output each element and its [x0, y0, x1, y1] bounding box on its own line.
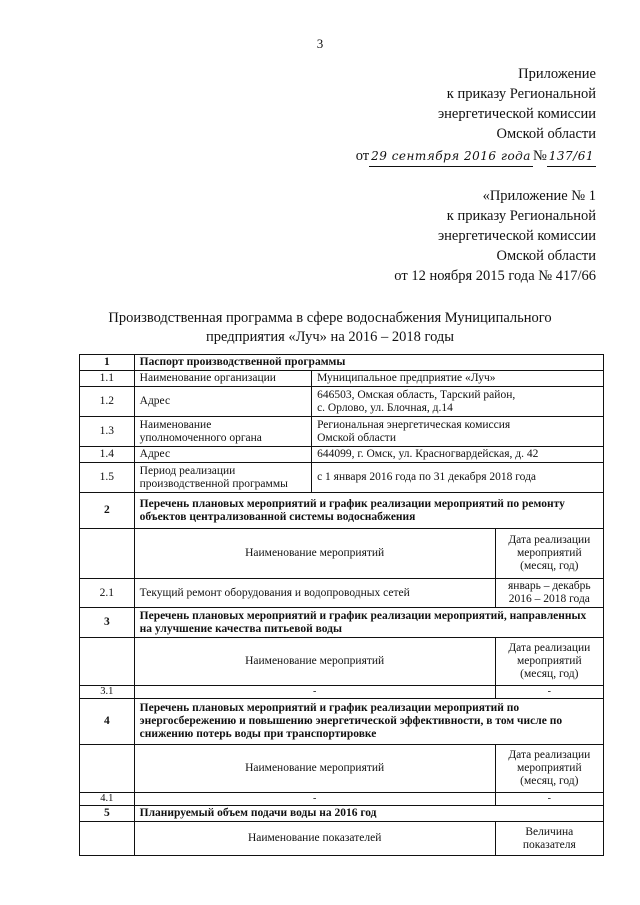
- section-number: 3: [80, 608, 135, 638]
- value-line: Региональная энергетическая комиссия: [317, 418, 511, 431]
- row-value: [312, 387, 604, 417]
- original-appendix-line: от 12 ноября 2015 года № 417/66: [394, 268, 596, 284]
- table-row: [80, 371, 604, 387]
- empty-cell: [80, 638, 135, 686]
- section-number: 1: [80, 355, 135, 371]
- row-value: с 1 января 2016 года по 31 декабря 2018 года: [312, 463, 604, 493]
- value-line: Омской области: [317, 431, 396, 444]
- table-row: [80, 447, 604, 463]
- activity-date: [495, 579, 603, 608]
- program-table: [79, 354, 604, 856]
- date-line: 2016 – 2018 года: [508, 593, 590, 605]
- section-title: Планируемый объем подачи воды на 2016 год: [134, 806, 603, 822]
- row-value: [312, 417, 604, 447]
- row-number: 1.5: [80, 463, 135, 493]
- row-label: [134, 417, 311, 447]
- original-appendix-line: «Приложение № 1: [482, 188, 596, 204]
- activity-name: -: [134, 793, 495, 806]
- row-label: [134, 463, 311, 493]
- row-number: 4.1: [80, 793, 135, 806]
- section-row: [80, 493, 604, 529]
- empty-cell: [80, 822, 135, 856]
- section-number: 5: [80, 806, 135, 822]
- row-number: 1.4: [80, 447, 135, 463]
- header-line: Дата реализации: [508, 749, 591, 761]
- section-number: 4: [80, 699, 135, 745]
- date-line: январь – декабрь: [508, 580, 591, 592]
- table-row: [80, 793, 604, 806]
- label-line: Наименование: [139, 418, 212, 431]
- header-line: Величина: [525, 825, 574, 838]
- section-number: 2: [80, 493, 135, 529]
- column-header-date: [495, 529, 603, 579]
- appendix-line: к приказу Региональной: [446, 86, 596, 102]
- section-row: [80, 806, 604, 822]
- activity-name: Текущий ремонт оборудования и водопроводных сетей: [134, 579, 495, 608]
- header-line: мероприятий: [517, 655, 582, 667]
- section-title: Паспорт производственной программы: [134, 355, 603, 371]
- header-line: мероприятий: [517, 762, 582, 774]
- activity-name: -: [134, 686, 495, 699]
- handwritten-number: 137/61: [547, 146, 596, 167]
- table-row: [80, 686, 604, 699]
- row-label: Наименование организации: [134, 371, 311, 387]
- date-prefix: от: [355, 148, 370, 164]
- header-row: [80, 529, 604, 579]
- header-line: Дата реализации: [508, 534, 591, 546]
- row-number: 2.1: [80, 579, 135, 608]
- section-title: Перечень плановых мероприятий и график реализации мероприятий по ремонту объектов централизованной системы водоснабжения: [134, 493, 603, 529]
- section-title: Перечень плановых мероприятий и график реализации мероприятий по энергосбережению и повышению энергетической эффективности, в том числе по снижению потерь воды при транспортировке: [134, 699, 603, 745]
- number-prefix: №: [532, 148, 547, 164]
- row-label: Адрес: [134, 447, 311, 463]
- label-line: уполномоченного органа: [139, 431, 262, 444]
- empty-cell: [80, 529, 135, 579]
- row-value: Муниципальное предприятие «Луч»: [312, 371, 604, 387]
- row-number: 1.2: [80, 387, 135, 417]
- header-row: [80, 638, 604, 686]
- section-row: [80, 608, 604, 638]
- table-row: [80, 579, 604, 608]
- appendix-line: Омской области: [496, 126, 596, 142]
- row-number: 1.3: [80, 417, 135, 447]
- activity-date: -: [495, 793, 603, 806]
- appendix-line: энергетической комиссии: [437, 106, 596, 122]
- row-number: 3.1: [80, 686, 135, 699]
- header-row: [80, 745, 604, 793]
- header-line: (месяц, год): [520, 775, 579, 787]
- column-header-date: [495, 745, 603, 793]
- table-row: [80, 417, 604, 447]
- page-number: 3: [316, 36, 324, 51]
- label-line: Период реализации: [139, 464, 236, 477]
- document-title: Производственная программа в сфере водоснабжения Муниципального предприятия «Луч» на 2016 – 2018 годы: [108, 310, 552, 345]
- label-line: производственной программы: [139, 477, 288, 490]
- empty-cell: [80, 745, 135, 793]
- section-row: [80, 699, 604, 745]
- header-line: (месяц, год): [520, 668, 579, 680]
- header-row: [80, 822, 604, 856]
- value-line: 646503, Омская область, Тарский район,: [317, 388, 516, 401]
- table-row: [80, 463, 604, 493]
- appendix-line: Приложение: [518, 66, 596, 82]
- activity-date: -: [495, 686, 603, 699]
- section-title: Перечень плановых мероприятий и график реализации мероприятий, направленных на улучшение качества питьевой воды: [134, 608, 603, 638]
- value-line: с. Орлово, ул. Блочная, д.14: [317, 401, 453, 414]
- column-header-name: Наименование показателей: [134, 822, 495, 856]
- appendix-header: [356, 64, 596, 167]
- original-appendix-line: к приказу Региональной: [446, 208, 596, 224]
- row-number: 1.1: [80, 371, 135, 387]
- handwritten-date: 29 сентября 2016 года: [369, 146, 533, 167]
- header-line: (месяц, год): [520, 560, 579, 572]
- column-header-name: Наименование мероприятий: [134, 638, 495, 686]
- header-line: мероприятий: [517, 547, 582, 559]
- header-line: показателя: [522, 838, 576, 851]
- column-header-value: [495, 822, 603, 856]
- table-row: [80, 387, 604, 417]
- appendix-date-line: [356, 146, 596, 167]
- original-appendix-line: энергетической комиссии: [437, 228, 596, 244]
- original-appendix-line: Омской области: [496, 248, 596, 264]
- row-value: 644099, г. Омск, ул. Красногвардейская, д. 42: [312, 447, 604, 463]
- section-row: [80, 355, 604, 371]
- header-line: Дата реализации: [508, 642, 591, 654]
- column-header-name: Наименование мероприятий: [134, 529, 495, 579]
- original-appendix-header: [394, 186, 596, 286]
- row-label: Адрес: [134, 387, 311, 417]
- column-header-name: Наименование мероприятий: [134, 745, 495, 793]
- column-header-date: [495, 638, 603, 686]
